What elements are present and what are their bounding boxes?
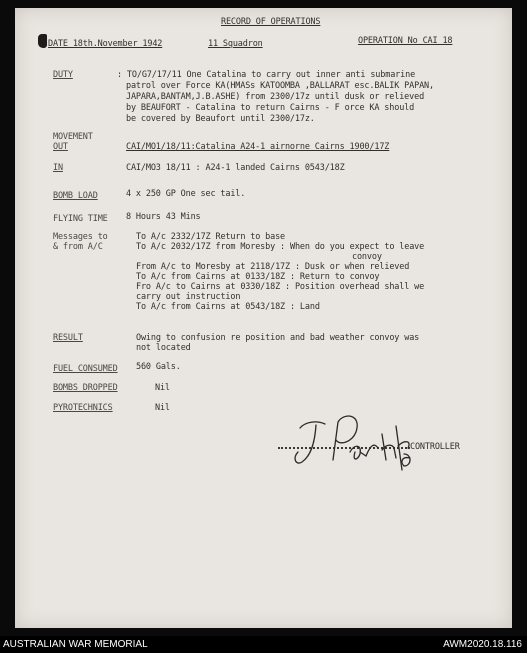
movement-label: MOVEMENT	[53, 132, 93, 142]
flying-time-text: 8 Hours 43 Mins	[126, 212, 201, 222]
squadron-field: 11 Squadron	[208, 39, 263, 49]
date-field: DATE 18th.November 1942	[48, 39, 163, 49]
bomb-load-label: BOMB LOAD	[53, 191, 98, 201]
document-title: RECORD OF OPERATIONS	[221, 17, 321, 27]
fuel-label: FUEL CONSUMED	[53, 364, 118, 374]
result-label: RESULT	[53, 333, 83, 343]
duty-label: DUTY	[53, 70, 73, 80]
movement-in-text: CAI/MO3 18/11 : A24-1 landed Cairns 0543/18Z	[126, 163, 345, 173]
footer-bar	[0, 636, 527, 653]
messages-label: Messages to	[53, 232, 108, 242]
message-line-2-cont: convoy	[352, 252, 382, 262]
bomb-load-text: 4 x 250 GP One sec tail.	[126, 189, 246, 199]
duty-line-2: patrol over Force KA(HMASs KATOOMBA ,BALLARAT esc.BALIK PAPAN,	[126, 81, 434, 91]
duty-line-1: : TO/G7/17/11 One Catalina to carry out inner anti submarine	[117, 70, 416, 80]
operation-number: OPERATION No CAI 18	[358, 36, 453, 46]
duty-line-3: JAPARA,BANTAM,J.B.ASHE) from 2300/17z until dusk or relieved	[126, 92, 425, 102]
fuel-text: 560 Gals.	[136, 362, 181, 372]
message-line-5: Fro A/c to Cairns at 0330/18Z : Position overhead shall we	[136, 282, 425, 292]
result-line-1: Owing to confusion re position and bad weather convoy was	[136, 333, 420, 343]
message-line-1: To A/c 2332/17Z Return to base	[136, 232, 286, 242]
footer-source: AUSTRALIAN WAR MEMORIAL	[3, 639, 148, 650]
bombs-dropped-label: BOMBS DROPPED	[53, 383, 118, 393]
controller-label: CONTROLLER	[410, 442, 460, 452]
duty-line-4: by BEAUFORT - Catalina to return Cairns - F orce KA should	[126, 103, 415, 113]
movement-out-text: CAI/MO1/18/11:Catalina A24-1 airnorne Cairns 1900/17Z	[126, 142, 390, 152]
messages-label-2: & from A/C	[53, 242, 103, 252]
duty-line-5: be covered by Beaufort until 2300/17z.	[126, 114, 315, 124]
message-line-3: From A/c to Moresby at 2118/17Z : Dusk or when relieved	[136, 262, 410, 272]
pyrotechnics-text: Nil	[155, 403, 170, 413]
message-line-4: To A/c from Cairns at 0133/18Z : Return to convoy	[136, 272, 380, 282]
flying-time-label: FLYING TIME	[53, 214, 108, 224]
message-line-5-cont: carry out instruction	[136, 292, 241, 302]
movement-in-label: IN	[53, 163, 63, 173]
result-line-2: not located	[136, 343, 191, 353]
message-line-2: To A/c 2032/17Z from Moresby : When do you expect to leave	[136, 242, 425, 252]
pyrotechnics-label: PYROTECHNICS	[53, 403, 113, 413]
movement-out-label: OUT	[53, 142, 68, 152]
footer-reference: AWM2020.18.116	[443, 639, 522, 650]
bombs-dropped-text: Nil	[155, 383, 170, 393]
message-line-6: To A/c from Cairns at 0543/18Z : Land	[136, 302, 320, 312]
